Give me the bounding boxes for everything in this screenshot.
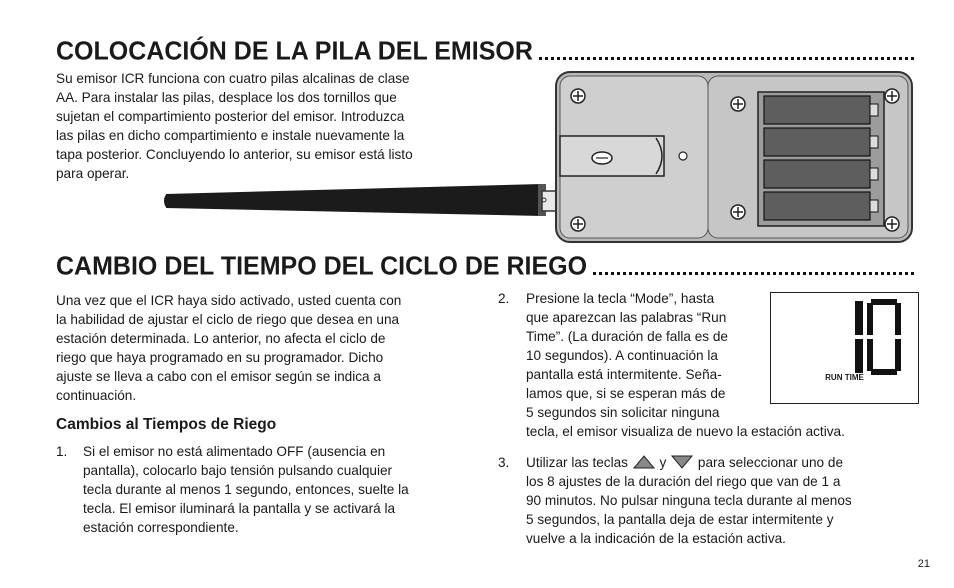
dotted-leader — [593, 271, 914, 275]
text-line: estación determinada. Lo anterior, no afecta el ciclo de — [56, 331, 386, 346]
section-heading-cycle-time — [56, 253, 914, 279]
text-line: riego que haya programado en su programador. Dicho — [56, 350, 384, 365]
section-title: CAMBIO DEL TIEMPO DEL CICLO DE RIEGO — [56, 251, 588, 281]
text-line: tecla durante al menos 1 segundo, entonces, suelte la — [83, 482, 409, 497]
text-line: ajuste se lleva a cabo con el emisor según se indica a — [56, 369, 381, 384]
screw-icon — [885, 217, 899, 231]
text-line: Una vez que el ICR haya sido activado, usted cuenta con — [56, 293, 402, 308]
battery-icon — [764, 128, 878, 156]
text-line: continuación. — [56, 388, 137, 403]
text-line: sujetan el compartimiento posterior del emisor. Introduzca — [56, 109, 405, 124]
step-1 — [56, 442, 476, 542]
text-line: Si el emisor no está alimentado OFF (ausencia en — [83, 444, 386, 459]
text-line: para operar. — [56, 166, 130, 181]
text-line: Presione la tecla “Mode”, hasta — [526, 291, 715, 306]
section-heading-battery — [56, 38, 914, 64]
seven-segment-digits — [771, 293, 918, 383]
text-span: y — [659, 455, 667, 470]
down-arrow-key-icon — [670, 454, 694, 470]
text-line: Time”. (La duración de falla es de — [526, 329, 728, 344]
text-line: 5 segundos, la pantalla deja de estar intermitente y — [526, 512, 834, 527]
section-title: COLOCACIÓN DE LA PILA DEL EMISOR — [56, 36, 533, 66]
step-number: 3. — [498, 455, 510, 470]
text-line: AA. Para instalar las pilas, desplace los dos tornillos que — [56, 90, 397, 105]
screw-icon — [885, 89, 899, 103]
text-line: 10 segundos). A continuación la — [526, 348, 718, 363]
text-line: la habilidad de ajustar el ciclo de riego que desea en una — [56, 312, 400, 327]
text-line: lamos que, si se esperan más de — [526, 386, 726, 401]
text-line: pantalla está intermitente. Seña- — [526, 367, 722, 382]
up-arrow-key-icon — [632, 454, 656, 470]
step-number: 1. — [56, 444, 68, 459]
page-number: 21 — [917, 558, 930, 570]
lcd-display — [770, 292, 919, 404]
cycle-intro — [56, 291, 476, 405]
screw-icon — [571, 89, 585, 103]
step-3 — [498, 453, 918, 553]
subheading: Cambios al Tiempos de Riego — [56, 416, 277, 433]
screw-icon — [571, 217, 585, 231]
battery-icon — [764, 192, 878, 220]
text-line: Su emisor ICR funciona con cuatro pilas alcalinas de clase — [56, 71, 410, 86]
text-span: para seleccionar uno de — [697, 455, 844, 470]
text-line: pantalla), colocarlo bajo tensión pulsando cualquier — [83, 463, 393, 478]
run-time-label: RUN TIME — [825, 373, 864, 382]
text-line: las pilas en dicho compartimiento e instale nuevamente la — [56, 128, 405, 143]
text-line: los 8 ajustes de la duración del riego que van de 1 a — [526, 474, 841, 489]
text-line: tecla, el emisor visualiza de nuevo la estación activa. — [526, 424, 845, 439]
text-line: 5 segundos sin solicitar ninguna — [526, 405, 720, 420]
battery-icon — [764, 96, 878, 124]
dotted-leader — [539, 56, 914, 60]
text-span: Utilizar las teclas — [526, 455, 628, 470]
antenna — [164, 184, 558, 216]
text-line: que aparezcan las palabras “Run — [526, 310, 727, 325]
text-line: tecla. El emisor iluminará la pantalla y se activará la — [83, 501, 396, 516]
text-line: vuelve a la indicación de la estación activa. — [526, 531, 786, 546]
text-line: tapa posterior. Concluyendo lo anterior, su emisor está listo — [56, 147, 413, 162]
step-number: 2. — [498, 291, 510, 306]
battery-icon — [764, 160, 878, 188]
screw-icon — [731, 97, 745, 111]
text-line: estación correspondiente. — [83, 520, 239, 535]
text-line: 90 minutos. No pulsar ninguna tecla durante al menos — [526, 493, 852, 508]
transmitter-back-illustration — [160, 66, 920, 246]
screw-icon — [731, 205, 745, 219]
